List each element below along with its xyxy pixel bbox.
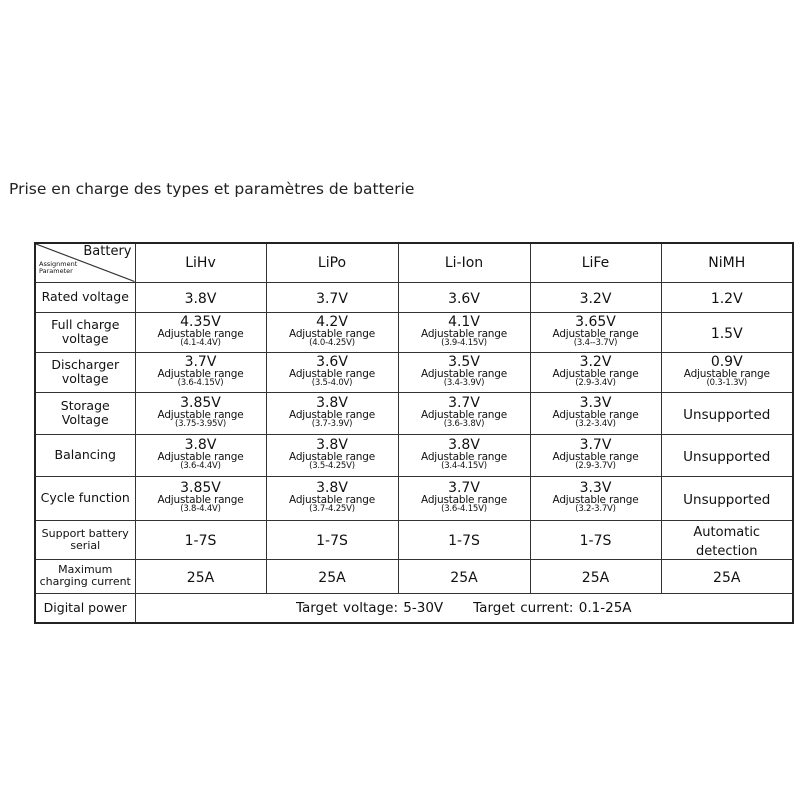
adjustable-range-value: (3.4-3.9V) <box>443 378 485 388</box>
value-main: 4.1V <box>448 314 480 330</box>
adjustable-range-value: (4.1-4.4V) <box>180 338 221 348</box>
value-main: 25A <box>450 569 478 586</box>
value-main: 4.35V <box>180 314 221 330</box>
cell-maximum-charging-current-nimh <box>661 559 793 593</box>
value-main: 3.85V <box>180 395 221 411</box>
value-main: 3.7V <box>448 395 480 411</box>
adjustable-range-value: (2.9-3.7V) <box>575 461 616 471</box>
adjustable-range-label: Adjustable range <box>289 368 375 380</box>
cell-storage-voltage-nimh <box>661 392 793 434</box>
value-main: 3.8V <box>448 437 480 453</box>
cell-support-battery-serial-nimh <box>661 520 793 559</box>
adjustable-range-label: Adjustable range <box>421 328 507 340</box>
adjustable-range-value: (3.6-4.15V) <box>441 504 487 514</box>
adjustable-range-value: (3.4-4.15V) <box>441 461 487 471</box>
cell-maximum-charging-current-lipo <box>266 559 398 593</box>
value-main: 3.3V <box>579 395 612 411</box>
cell-rated-voltage-li-ion <box>398 282 530 312</box>
adjustable-range-label: Adjustable range <box>289 328 375 340</box>
adjustable-range-value: (3.75-3.95V) <box>175 419 226 429</box>
cell-maximum-charging-current-li-ion <box>398 559 530 593</box>
cell-discharger-voltage-nimh <box>661 352 793 392</box>
adjustable-range-label: Adjustable range <box>421 494 507 506</box>
adjustable-range-label: Adjustable range <box>157 494 244 506</box>
cell-discharger-voltage-lihv <box>135 352 266 392</box>
row-label-maximum-charging-current: Maximum charging current <box>35 559 135 593</box>
table-header-row <box>35 243 793 282</box>
cell-maximum-charging-current-life <box>530 559 661 593</box>
row-label-support-battery-serial: Support battery serial <box>35 520 135 559</box>
adjustable-range-label: Adjustable range <box>157 328 244 340</box>
cell-full-charge-voltage-life <box>530 312 661 352</box>
cell-support-battery-serial-li-ion <box>398 520 530 559</box>
value-main: 3.7V <box>184 354 217 370</box>
corner-header-cell <box>35 243 135 282</box>
corner-assignment-label: Assignment <box>39 260 78 268</box>
adjustable-range-label: Adjustable range <box>157 409 244 421</box>
cell-discharger-voltage-li-ion <box>398 352 530 392</box>
value-main: 1-7S <box>184 533 217 549</box>
cell-text: Unsupported <box>683 406 771 423</box>
adjustable-range-label: Adjustable range <box>289 494 375 506</box>
column-header-lipo: LiPo <box>266 243 398 282</box>
cell-discharger-voltage-lipo <box>266 352 398 392</box>
adjustable-range-label: Adjustable range <box>421 409 507 421</box>
row-label-storage-voltage: Storage Voltage <box>35 392 135 434</box>
adjustable-range-label: Adjustable range <box>552 409 639 421</box>
adjustable-range-value: (2.9-3.4V) <box>575 378 616 388</box>
table-row <box>35 476 793 520</box>
value-main: 1.2V <box>710 290 743 307</box>
value-main: 3.8V <box>316 480 348 496</box>
value-main: 4.2V <box>316 314 348 330</box>
adjustable-range-value: (3.5-4.25V) <box>309 461 355 471</box>
value-main: 1.5V <box>710 325 743 342</box>
cell-support-battery-serial-lihv <box>135 520 266 559</box>
table-row <box>35 520 793 559</box>
column-header-nimh: NiMH <box>661 243 793 282</box>
battery-parameters-table <box>34 242 794 624</box>
cell-discharger-voltage-life <box>530 352 661 392</box>
column-header-life: LiFe <box>530 243 661 282</box>
row-label-digital-power: Digital power <box>35 593 135 623</box>
value-main: 3.7V <box>448 480 480 496</box>
cell-rated-voltage-lihv <box>135 282 266 312</box>
adjustable-range-value: (3.4--3.7V) <box>573 338 618 348</box>
row-label-cycle-function: Cycle function <box>35 476 135 520</box>
cell-storage-voltage-lipo <box>266 392 398 434</box>
cell-rated-voltage-life <box>530 282 661 312</box>
value-main: 3.5V <box>448 354 480 370</box>
column-header-lihv: LiHv <box>135 243 266 282</box>
adjustable-range-value: (0.3-1.3V) <box>706 378 748 388</box>
adjustable-range-value: (3.6-3.8V) <box>443 419 485 429</box>
value-main: 3.65V <box>575 314 616 330</box>
value-main: 25A <box>581 569 610 586</box>
table-row <box>35 312 793 352</box>
adjustable-range-value: (4.0-4.25V) <box>309 338 355 348</box>
row-label-balancing: Balancing <box>35 434 135 476</box>
value-main: 1-7S <box>448 533 480 549</box>
cell-maximum-charging-current-lihv <box>135 559 266 593</box>
value-main: 0.9V <box>710 354 743 370</box>
cell-text: Automatic detection <box>693 524 761 559</box>
cell-cycle-function-nimh <box>661 476 793 520</box>
adjustable-range-label: Adjustable range <box>552 451 639 463</box>
adjustable-range-label: Adjustable range <box>683 368 770 380</box>
column-header-li-ion: Li-Ion <box>398 243 530 282</box>
value-main: 3.2V <box>579 290 612 307</box>
adjustable-range-value: (3.2-3.7V) <box>575 504 616 514</box>
cell-cycle-function-li-ion <box>398 476 530 520</box>
row-label-rated-voltage: Rated voltage <box>35 282 135 312</box>
cell-rated-voltage-nimh <box>661 282 793 312</box>
table-row <box>35 352 793 392</box>
adjustable-range-value: (3.8-4.4V) <box>180 504 221 514</box>
adjustable-range-value: (3.9-4.15V) <box>441 338 487 348</box>
table-row <box>35 282 793 312</box>
table-row <box>35 559 793 593</box>
cell-rated-voltage-lipo <box>266 282 398 312</box>
cell-storage-voltage-lihv <box>135 392 266 434</box>
target-current-text: Target current: 0.1-25A <box>473 599 632 616</box>
adjustable-range-label: Adjustable range <box>552 368 639 380</box>
digital-power-cell <box>135 593 793 623</box>
cell-balancing-nimh <box>661 434 793 476</box>
adjustable-range-label: Adjustable range <box>289 409 375 421</box>
value-main: 3.3V <box>579 480 612 496</box>
adjustable-range-label: Adjustable range <box>552 494 639 506</box>
table-row <box>35 434 793 476</box>
adjustable-range-value: (3.6-4.15V) <box>177 378 224 388</box>
adjustable-range-value: (3.7-3.9V) <box>311 419 353 429</box>
value-main: 3.7V <box>316 290 348 307</box>
value-main: 1-7S <box>579 533 612 549</box>
value-main: 3.8V <box>316 437 348 453</box>
adjustable-range-label: Adjustable range <box>552 328 639 340</box>
adjustable-range-label: Adjustable range <box>289 451 375 463</box>
table-row <box>35 392 793 434</box>
cell-text: Unsupported <box>683 448 771 465</box>
adjustable-range-value: (3.5-4.0V) <box>311 378 353 388</box>
corner-battery-label: Battery <box>83 244 132 259</box>
value-main: 3.6V <box>316 354 348 370</box>
cell-storage-voltage-li-ion <box>398 392 530 434</box>
cell-support-battery-serial-life <box>530 520 661 559</box>
cell-cycle-function-lihv <box>135 476 266 520</box>
cell-full-charge-voltage-lihv <box>135 312 266 352</box>
cell-cycle-function-life <box>530 476 661 520</box>
cell-full-charge-voltage-lipo <box>266 312 398 352</box>
cell-full-charge-voltage-li-ion <box>398 312 530 352</box>
adjustable-range-value: (3.6-4.4V) <box>180 461 221 471</box>
value-main: 25A <box>713 569 741 586</box>
cell-text: Unsupported <box>683 491 771 508</box>
adjustable-range-value: (3.2-3.4V) <box>575 419 616 429</box>
adjustable-range-label: Adjustable range <box>421 368 507 380</box>
row-label-discharger-voltage: Discharger voltage <box>35 352 135 392</box>
digital-power-row <box>35 593 793 623</box>
corner-parameter-label: Parameter <box>39 267 73 275</box>
cell-balancing-lihv <box>135 434 266 476</box>
page-title: Prise en charge des types et paramètres de batterie <box>9 180 415 198</box>
cell-support-battery-serial-lipo <box>266 520 398 559</box>
cell-full-charge-voltage-nimh <box>661 312 793 352</box>
value-main: 3.2V <box>579 354 612 370</box>
value-main: 3.6V <box>448 290 480 307</box>
cell-cycle-function-lipo <box>266 476 398 520</box>
cell-balancing-life <box>530 434 661 476</box>
cell-balancing-lipo <box>266 434 398 476</box>
value-main: 25A <box>186 569 215 586</box>
value-main: 25A <box>318 569 346 586</box>
adjustable-range-label: Adjustable range <box>157 368 244 380</box>
cell-storage-voltage-life <box>530 392 661 434</box>
value-main: 1-7S <box>316 533 348 549</box>
value-main: 3.85V <box>180 480 221 496</box>
target-voltage-text: Target voltage: 5-30V <box>295 599 444 616</box>
adjustable-range-value: (3.7-4.25V) <box>309 504 355 514</box>
row-label-full-charge-voltage: Full charge voltage <box>35 312 135 352</box>
adjustable-range-label: Adjustable range <box>421 451 507 463</box>
adjustable-range-label: Adjustable range <box>157 451 244 463</box>
value-main: 3.8V <box>184 437 217 453</box>
value-main: 3.7V <box>579 437 612 453</box>
value-main: 3.8V <box>184 290 217 307</box>
value-main: 3.8V <box>316 395 348 411</box>
cell-balancing-li-ion <box>398 434 530 476</box>
